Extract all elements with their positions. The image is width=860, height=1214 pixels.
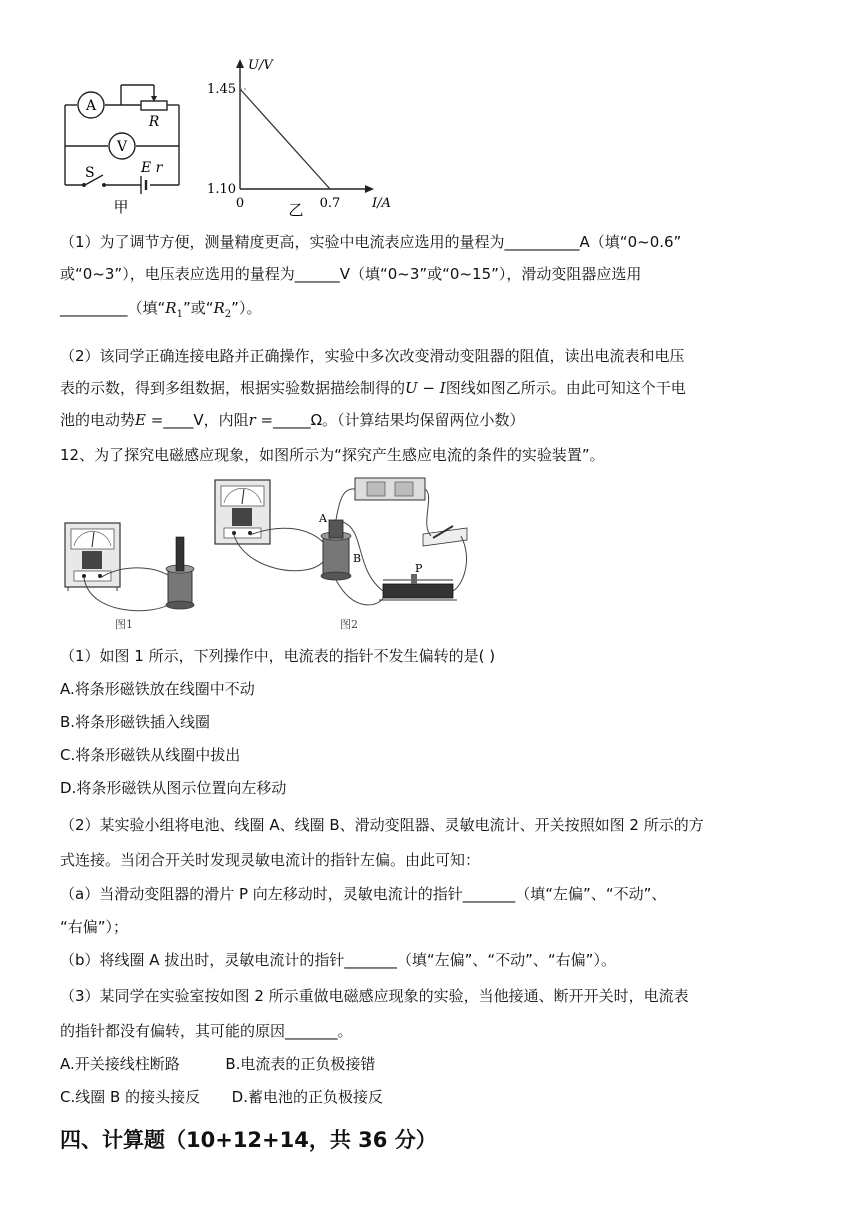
battery-label: E r [141, 160, 163, 176]
label-p: P [415, 562, 423, 575]
switch-label: S [85, 165, 95, 181]
q12-p1: （1）如图 1 所示，下列操作中，电流表的指针不发生偏转的是( ) [60, 647, 496, 665]
y-bottom-tick: 1.10 [207, 182, 236, 197]
ui-data-line [240, 89, 330, 189]
q12-p3-option-d: D.蓄电池的正负极接反 [231, 1088, 383, 1106]
r1-symbol: R [165, 299, 177, 317]
q11-p2-line1: （2）该同学正确连接电路并正确操作，实验中多次改变滑动变阻器的阻值，读出电流表和电压 [60, 347, 685, 365]
r2-symbol: R [213, 299, 225, 317]
figure-2-caption: 图2 [340, 618, 358, 631]
figure-1-apparatus [60, 515, 210, 635]
x-origin-tick: 0 [235, 196, 245, 211]
x-axis-label: I/A [372, 196, 391, 211]
q12-part-a-line1: （a）当滑动变阻器的滑片 P 向左移动时，灵敏电流计的指针_______（填“左偏”、“不动”、 [60, 885, 667, 903]
q11-p1-line1: （1）为了调节方便，测量精度更高，实验中电流表应选用的量程为__________A（填“0~0.6” [60, 233, 682, 251]
q11-p2-line2: 表的示数，得到多组数据，根据实验数据描绘制得的U − I图线如图乙所示。由此可知这个干电 [60, 379, 686, 397]
figure-1-caption: 图1 [115, 618, 133, 631]
q11-p2-line3: 池的电动势E =____V，内阻r =_____Ω。（计算结果均保留两位小数） [60, 411, 525, 429]
q11-p1-line3: _________（填“$R_1$”或“$R_2$”）。 [60, 299, 262, 320]
coil-icon [168, 569, 192, 605]
q12-options-row2 [60, 1087, 383, 1107]
q12-p3-line1: （3）某同学在实验室按如图 2 所示重做电磁感应现象的实验，当他接通、断开开关时，电流表 [60, 987, 689, 1005]
q11-p1-line2: 或“0~3”），电压表应选用的量程为______V（填“0~3”或“0~15”），滑动变阻器应选用 [60, 265, 642, 283]
q12-p2-line2: 式连接。当闭合开关时发现灵敏电流计的指针左偏。由此可知： [60, 851, 481, 869]
q12-part-b: （b）将线圈 A 拔出时，灵敏电流计的指针_______（填“左偏”、“不动”、“右偏”）。 [60, 951, 616, 969]
coil-b-icon [323, 536, 349, 576]
section-4-heading: 四、计算题（10+12+14，共 36 分） [60, 1128, 437, 1152]
q12-option-b: B.将条形磁铁插入线圈 [60, 713, 211, 731]
x-tick: 0.7 [319, 196, 341, 211]
ammeter-label: A [85, 98, 97, 114]
q12-intro: 12、为了探究电磁感应现象，如图所示为“探究产生感应电流的条件的实验装置”。 [60, 446, 605, 464]
rheostat-icon [383, 584, 453, 598]
q12-p3-option-a: A.开关接线柱断路 [60, 1055, 180, 1073]
battery-icon [355, 478, 425, 500]
graph-caption: 乙 [288, 201, 304, 219]
resistance-symbol: r = [248, 411, 274, 429]
q12-p3-option-c: C.线圈 B 的接头接反 [60, 1088, 201, 1106]
bar-magnet-icon [176, 537, 184, 571]
u-i-formula: U − I [405, 379, 446, 397]
y-top-tick: 1.45 [207, 82, 236, 97]
q12-option-d: D.将条形磁铁从图示位置向左移动 [60, 779, 287, 797]
label-b: B [353, 552, 362, 565]
coil-a-icon [329, 520, 343, 538]
q12-option-a: A.将条形磁铁放在线圈中不动 [60, 680, 255, 698]
q12-options-row1 [60, 1054, 375, 1074]
q12-part-a-line2: “右偏”）； [60, 918, 129, 936]
q12-p2-line1: （2）某实验小组将电池、线圈 A、线圈 B、滑动变阻器、灵敏电流计、开关按照如图 2 所示的方 [60, 816, 704, 834]
rheostat-symbol [141, 101, 167, 110]
y-axis-label: U/V [248, 58, 273, 73]
q12-p3-option-b: B.电流表的正负极接错 [225, 1055, 376, 1073]
circuit-caption: 甲 [113, 198, 129, 216]
q12-p3-line2: 的指针都没有偏转，其可能的原因_______。 [60, 1022, 353, 1040]
figure-2-apparatus [205, 470, 480, 635]
q12-option-c: C.将条形磁铁从线圈中拔出 [60, 746, 241, 764]
voltmeter-label: V [116, 139, 128, 155]
label-a: A [319, 512, 327, 525]
circuit-diagram [55, 60, 185, 220]
ui-graph [200, 55, 400, 220]
rheostat-label: R [148, 114, 160, 130]
emf-symbol: E = [135, 411, 164, 429]
